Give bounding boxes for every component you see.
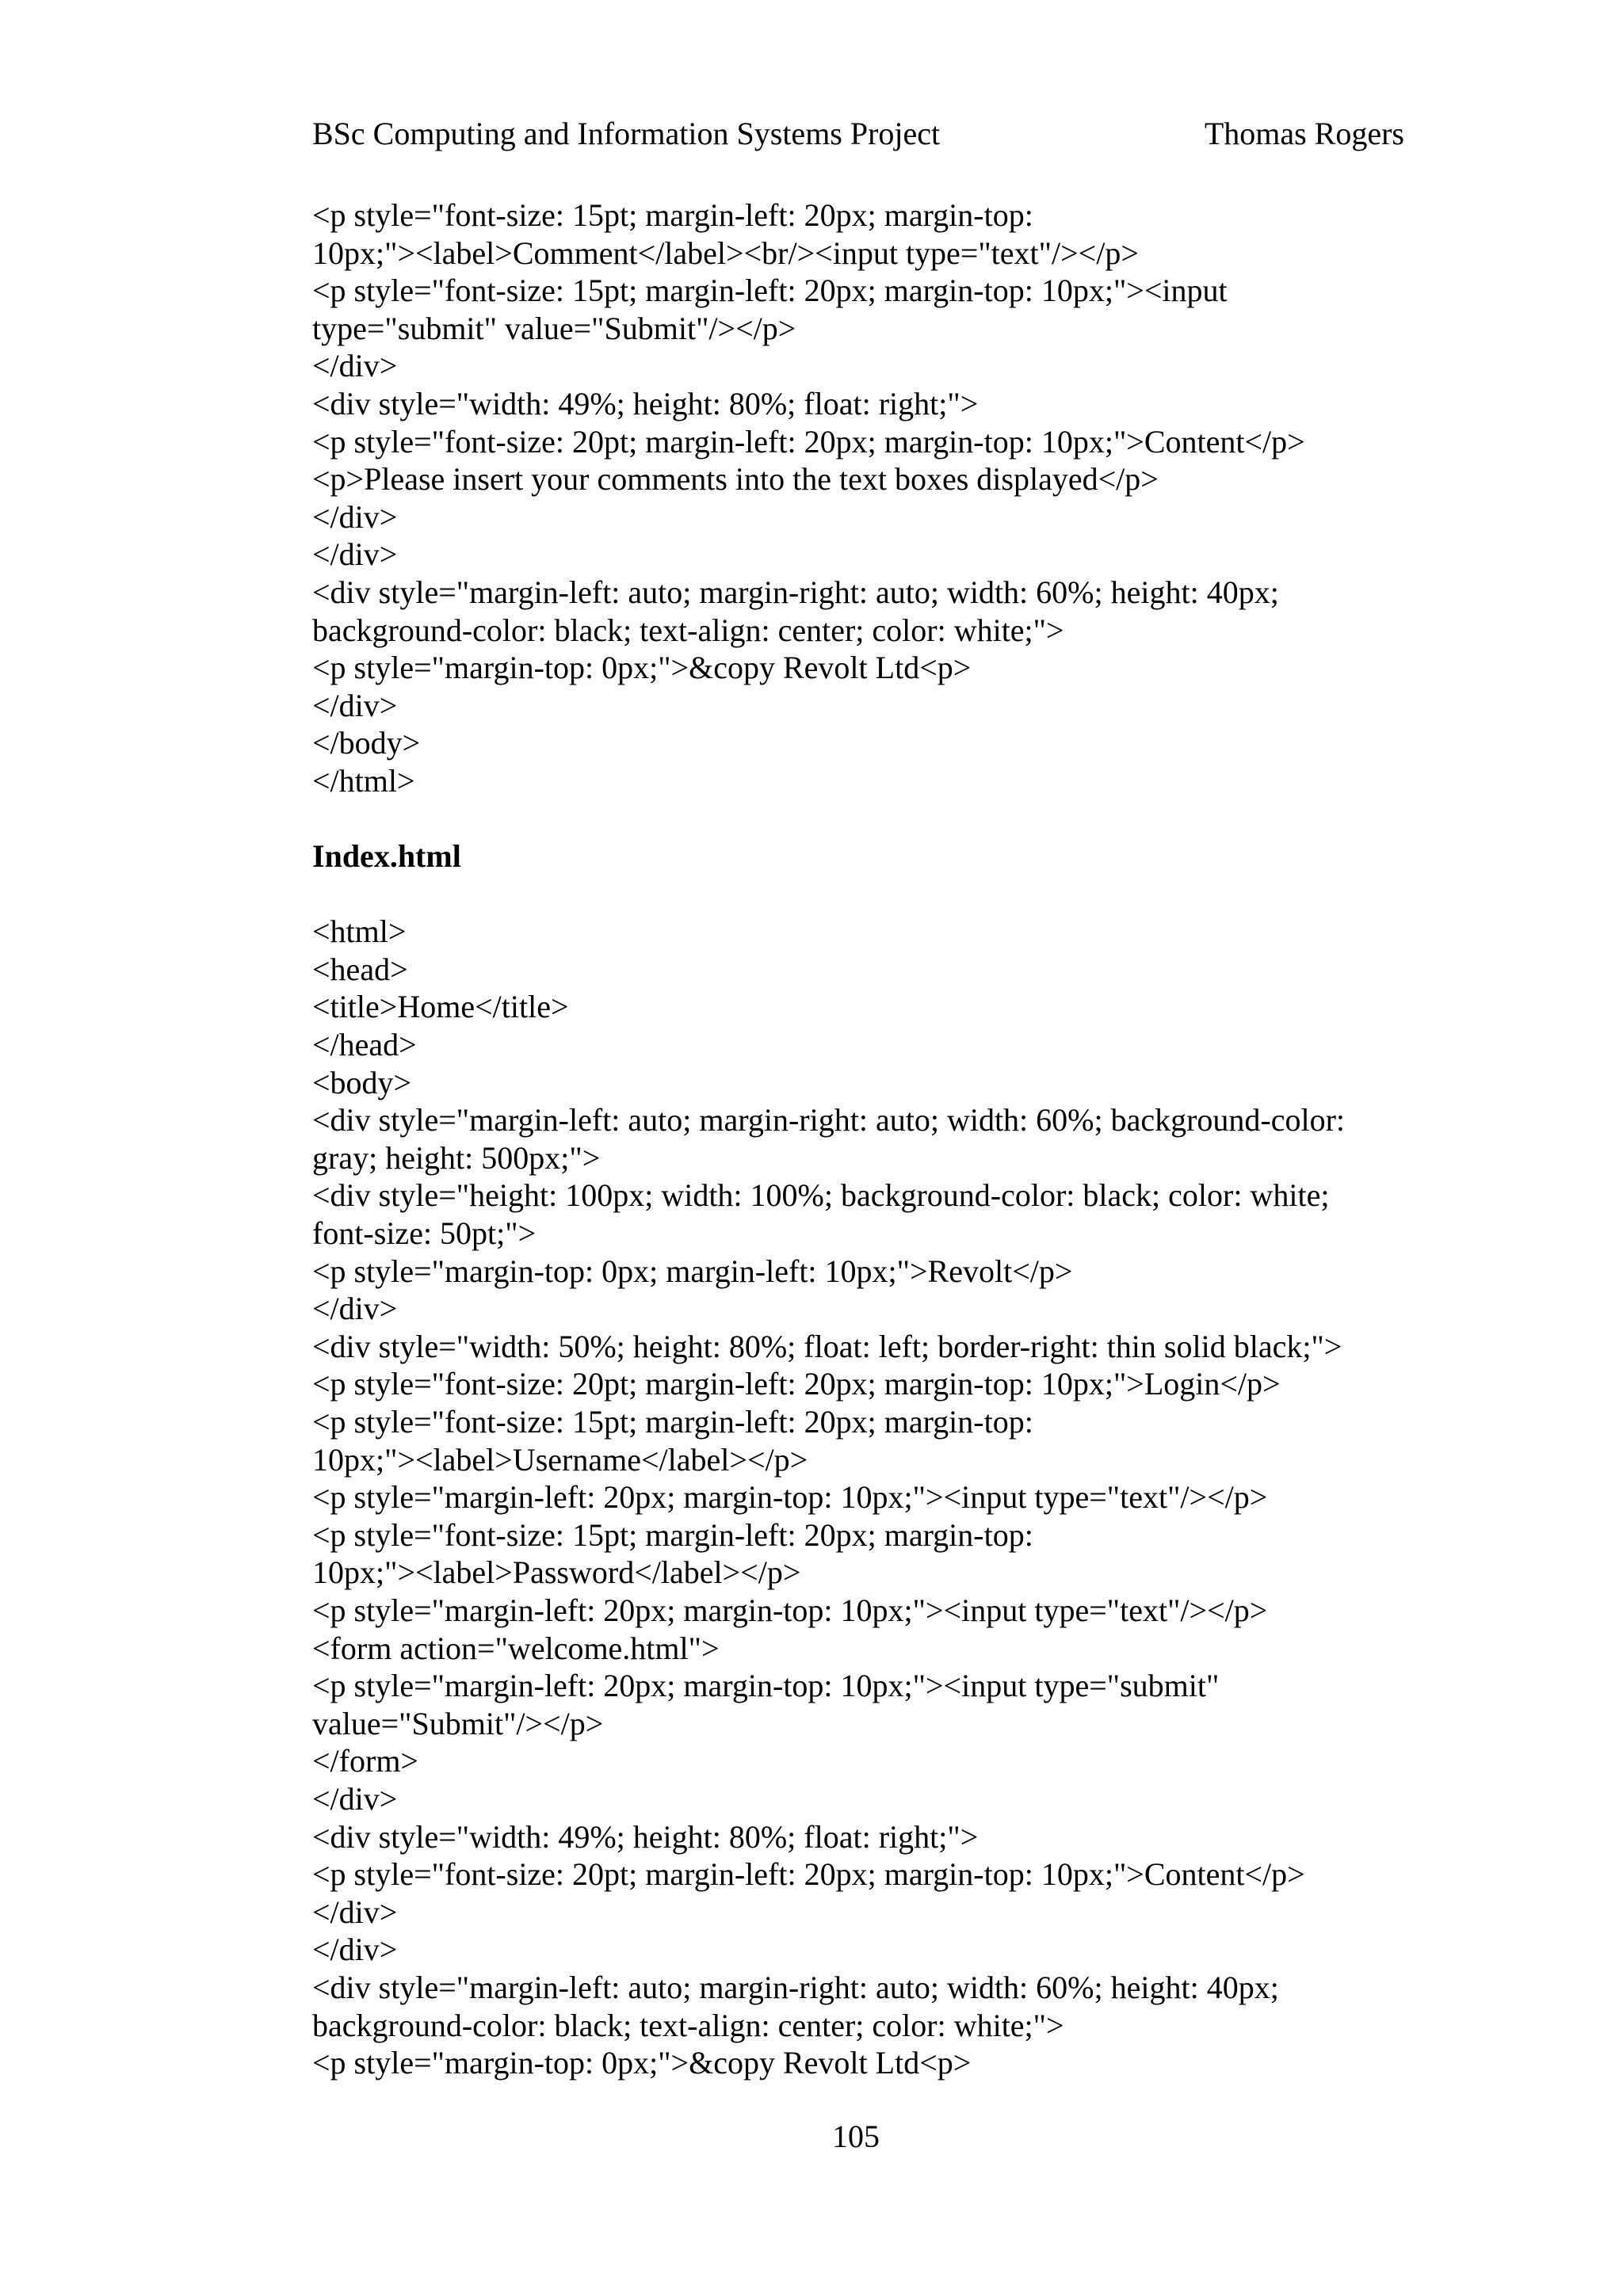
code-line: </div>: [312, 348, 398, 384]
code-line: <p style="margin-left: 20px; margin-top: 10px;"><input type="text"/></p>: [312, 1592, 1268, 1628]
index-html-code-block: [312, 913, 1414, 2081]
code-line: <p style="margin-top: 0px;">&copy Revolt Ltd<p>: [312, 650, 972, 686]
spacer: [312, 800, 1414, 838]
code-line: <p style="font-size: 15pt; margin-left: 20px; margin-top:: [312, 1516, 1033, 1553]
code-line: background-color: black; text-align: center; color: white;">: [312, 612, 1064, 648]
code-line: <form action="welcome.html">: [312, 1630, 720, 1666]
code-line: </html>: [312, 762, 415, 799]
code-line: </div>: [312, 687, 398, 723]
code-line: gray; height: 500px;">: [312, 1139, 601, 1176]
code-line: 10px;"><label>Password</label></p>: [312, 1554, 801, 1591]
code-line: <p style="margin-left: 20px; margin-top: 10px;"><input type="submit": [312, 1668, 1220, 1704]
code-line: <div style="height: 100px; width: 100%; background-color: black; color: white;: [312, 1177, 1330, 1214]
section-heading: Index.html: [312, 838, 461, 875]
spacer: [312, 875, 1414, 913]
code-line: </div>: [312, 1780, 398, 1817]
code-line: <title>Home</title>: [312, 989, 569, 1025]
code-line: </div>: [312, 1932, 398, 1968]
code-line: 10px;"><label>Username</label></p>: [312, 1441, 808, 1478]
code-line: <p style="font-size: 15pt; margin-left: 20px; margin-top: 10px;"><input: [312, 273, 1228, 309]
code-continuation-block: [312, 196, 1414, 800]
code-line: <p style="font-size: 20pt; margin-left: 20px; margin-top: 10px;">Content</p>: [312, 1856, 1305, 1893]
code-line: <p style="margin-top: 0px; margin-left: 10px;">Revolt</p>: [312, 1253, 1073, 1289]
header-project-title: BSc Computing and Information Systems Project: [312, 116, 941, 151]
code-line: </body>: [312, 725, 421, 761]
code-line: <div style="width: 49%; height: 80%; float: right;">: [312, 385, 979, 421]
code-line: <head>: [312, 951, 408, 987]
code-line: <p style="font-size: 20pt; margin-left: 20px; margin-top: 10px;">Login</p>: [312, 1366, 1281, 1402]
code-line: </div>: [312, 1894, 398, 1930]
page-number: 105: [832, 2119, 880, 2154]
code-line: background-color: black; text-align: center; color: white;">: [312, 2007, 1064, 2043]
code-line: <html>: [312, 913, 407, 950]
code-line: <div style="margin-left: auto; margin-right: auto; width: 60%; background-color:: [312, 1102, 1346, 1138]
code-line: value="Submit"/></p>: [312, 1705, 604, 1741]
code-line: <p style="font-size: 15pt; margin-left: 20px; margin-top:: [312, 197, 1033, 233]
code-line: <p style="font-size: 20pt; margin-left: 20px; margin-top: 10px;">Content</p>: [312, 423, 1305, 460]
code-line: </div>: [312, 1291, 398, 1327]
code-line: </div>: [312, 498, 398, 535]
code-line: <div style="width: 49%; height: 80%; float: right;">: [312, 1818, 979, 1855]
code-line: type="submit" value="Submit"/></p>: [312, 310, 796, 346]
code-line: 10px;"><label>Comment</label><br/><input type="text"/></p>: [312, 235, 1139, 271]
code-line: <div style="margin-left: auto; margin-right: auto; width: 60%; height: 40px;: [312, 1969, 1279, 2005]
header-author: Thomas Rogers: [1204, 116, 1404, 151]
code-line: <body>: [312, 1064, 412, 1100]
code-line: </head>: [312, 1027, 417, 1063]
code-line: <p style="margin-top: 0px;">&copy Revolt Ltd<p>: [312, 2045, 972, 2081]
code-line: </div>: [312, 536, 398, 573]
code-line: <p style="margin-left: 20px; margin-top: 10px;"><input type="text"/></p>: [312, 1479, 1268, 1516]
code-line: font-size: 50pt;">: [312, 1215, 537, 1252]
code-line: <div style="width: 50%; height: 80%; float: left; border-right: thin solid black;">: [312, 1328, 1342, 1364]
document-body: [312, 196, 1414, 2082]
code-line: <p style="font-size: 15pt; margin-left: 20px; margin-top:: [312, 1404, 1033, 1440]
code-line: <p>Please insert your comments into the text boxes displayed</p>: [312, 461, 1159, 498]
page-header: [312, 113, 1404, 155]
code-line: </form>: [312, 1743, 418, 1779]
code-line: <div style="margin-left: auto; margin-right: auto; width: 60%; height: 40px;: [312, 574, 1279, 610]
